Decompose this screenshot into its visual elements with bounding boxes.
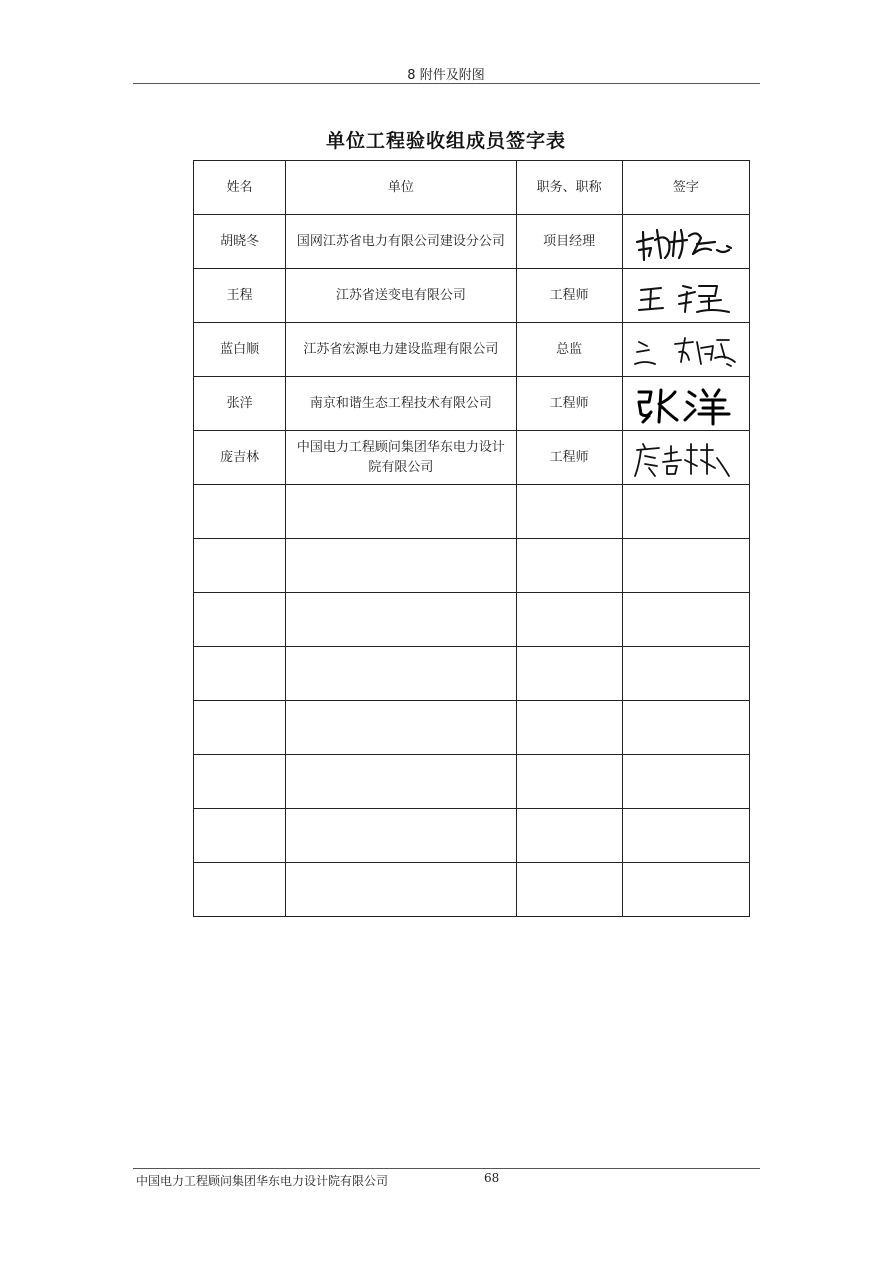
name-cell: 王程 <box>194 269 286 323</box>
column-header-name: 姓名 <box>194 161 286 215</box>
empty-table-row <box>194 593 750 647</box>
empty-table-row <box>194 755 750 809</box>
handwritten-signature-lan <box>631 328 741 372</box>
signature-cell <box>622 431 749 485</box>
column-header-unit: 单位 <box>286 161 516 215</box>
running-header: 8 附件及附图 <box>407 68 485 83</box>
handwritten-signature-wang <box>631 274 741 318</box>
signature-cell <box>622 269 749 323</box>
table-header-row <box>194 161 750 215</box>
signature-cell <box>622 323 749 377</box>
handwritten-signature-zhang <box>631 382 741 426</box>
column-header-position: 职务、职称 <box>516 161 622 215</box>
unit-cell: 南京和谐生态工程技术有限公司 <box>286 377 516 431</box>
position-cell: 工程师 <box>516 269 622 323</box>
page-title: 单位工程验收组成员签字表 <box>325 130 566 152</box>
handwritten-signature-pang <box>631 436 741 480</box>
table-row <box>194 269 750 323</box>
footer-divider <box>133 1168 760 1169</box>
unit-cell: 江苏省宏源电力建设监理有限公司 <box>286 323 516 377</box>
empty-table-row <box>194 647 750 701</box>
unit-cell: 国网江苏省电力有限公司建设分公司 <box>286 215 516 269</box>
name-cell: 庞吉林 <box>194 431 286 485</box>
empty-table-row <box>194 701 750 755</box>
position-cell: 项目经理 <box>516 215 622 269</box>
footer-company-name: 中国电力工程顾问集团华东电力设计院有限公司 <box>136 1174 389 1188</box>
signature-cell <box>622 215 749 269</box>
table-row <box>194 431 750 485</box>
empty-table-row <box>194 485 750 539</box>
name-cell: 蓝白顺 <box>194 323 286 377</box>
signature-cell <box>622 377 749 431</box>
name-cell: 张洋 <box>194 377 286 431</box>
empty-table-row <box>194 809 750 863</box>
unit-cell: 中国电力工程顾问集团华东电力设计院有限公司 <box>286 431 516 485</box>
position-cell: 工程师 <box>516 377 622 431</box>
handwritten-signature-hu <box>631 220 741 264</box>
signature-table <box>193 160 750 917</box>
position-cell: 工程师 <box>516 431 622 485</box>
empty-table-row <box>194 539 750 593</box>
header-divider <box>133 83 760 84</box>
column-header-signature: 签字 <box>622 161 749 215</box>
position-cell: 总监 <box>516 323 622 377</box>
table-row <box>194 377 750 431</box>
empty-table-row <box>194 863 750 917</box>
table-row <box>194 323 750 377</box>
table-row <box>194 215 750 269</box>
name-cell: 胡晓冬 <box>194 215 286 269</box>
page-number: 68 <box>484 1171 500 1185</box>
unit-cell: 江苏省送变电有限公司 <box>286 269 516 323</box>
